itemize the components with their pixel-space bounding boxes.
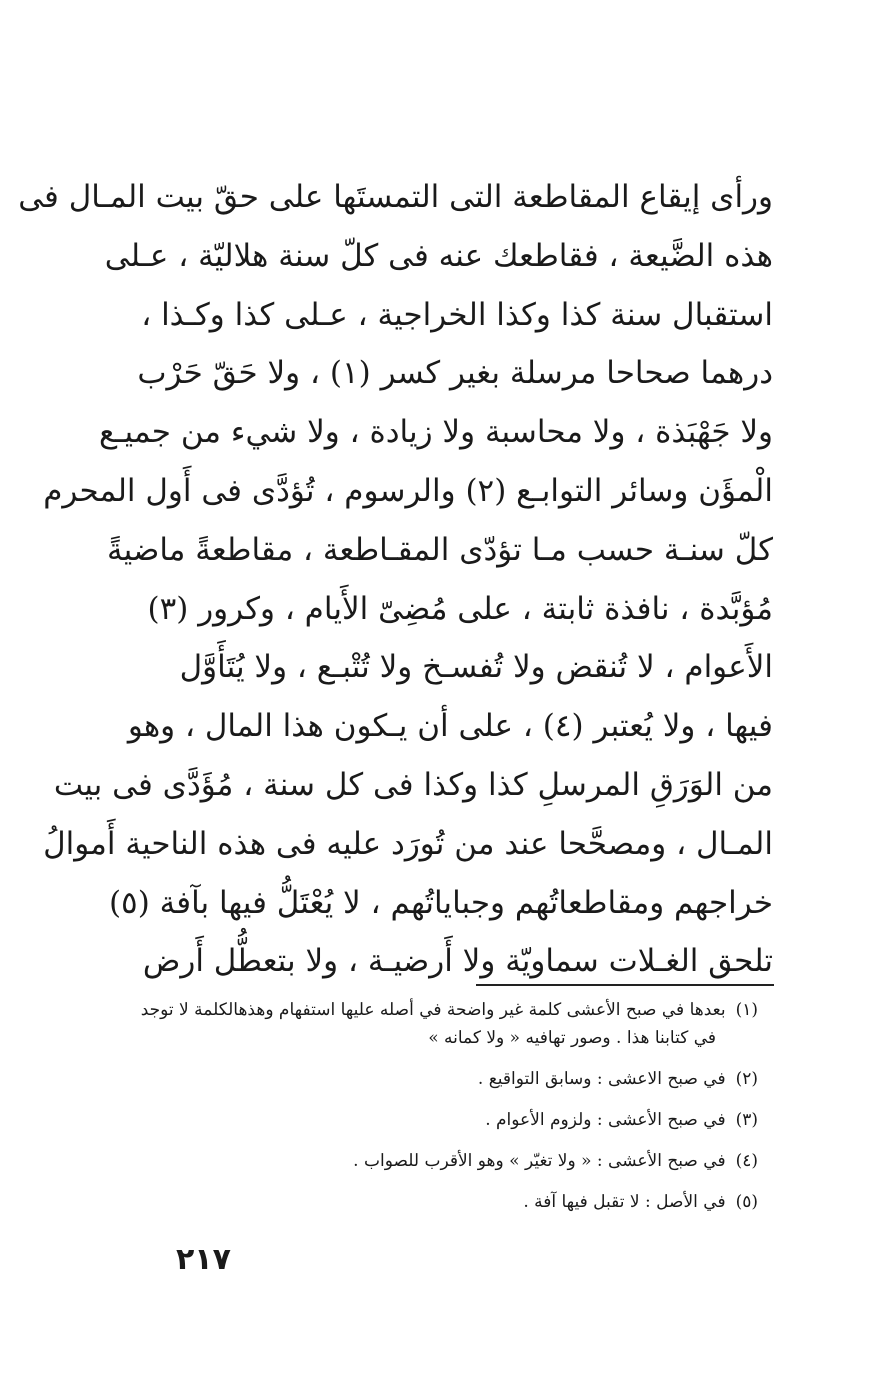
text-line: الْمؤَن وسائر التوابـع (٢) والرسوم ، تُؤدَّى فى أَول المحرم bbox=[43, 472, 773, 509]
footnote-number: (٣) bbox=[735, 1110, 758, 1130]
footnote-text: في صبح الاعشى : وسابق التواقيع . bbox=[477, 1069, 726, 1089]
text-line: الأَعوام ، لا تُنقض ولا تُفسـخ ولا تُتْبـع ، ولا يُتَأَوَّل bbox=[179, 649, 773, 686]
footnote-continuation: في كتابنا هذا . وصور تهافيه « ولا كمانه » bbox=[428, 1028, 716, 1048]
footnotes-block bbox=[108, 996, 758, 1229]
text-line: كلّ سنـة حسب مـا تؤدّى المقـاطعة ، مقاطعةً ماضيةً bbox=[107, 531, 773, 568]
text-line: تلحق الغـلات سماويّة ولا أَرضيـة ، ولا بتعطُّل أَرض bbox=[142, 943, 773, 980]
footnote-number: (٢) bbox=[735, 1069, 758, 1089]
text-line: فيها ، ولا يُعتبر (٤) ، على أن يـكون هذا المال ، وهو bbox=[127, 708, 773, 745]
text-line: درهما صحاحا مرسلة بغير كسر (١) ، ولا حَقّ حَرْب bbox=[137, 355, 773, 392]
footnote-3 bbox=[108, 1106, 758, 1134]
footnote-text: في الأصل : لا تقبل فيها آفة . bbox=[523, 1192, 726, 1212]
text-line: استقبال سنة كذا وكذا الخراجية ، عـلى كذا وكـذا ، bbox=[141, 296, 773, 333]
text-line: ولا جَهْبَذة ، ولا محاسبة ولا زيادة ، ولا شيء من جميـع bbox=[98, 414, 773, 451]
footnote-5 bbox=[108, 1188, 758, 1216]
footnote-2 bbox=[108, 1065, 758, 1093]
footnote-4 bbox=[108, 1147, 758, 1175]
footnote-text: في صبح الأعشى : ولزوم الأعوام . bbox=[485, 1110, 726, 1130]
footnote-number: (١) bbox=[735, 1000, 758, 1020]
text-line: المـال ، ومصحَّحا عند من تُورَد عليه فى هذه الناحية أَموالُ bbox=[43, 825, 773, 862]
footnote-number: (٥) bbox=[735, 1192, 758, 1212]
text-line: ورأى إيقاع المقاطعة التى التمستَها على حقّ بيت المـال فى bbox=[18, 179, 773, 215]
footnote-number: (٤) bbox=[735, 1151, 758, 1171]
footnote-text: بعدها في صبح الأعشى كلمة غير واضحة في أصله عليها استفهام وهذهالكلمة لا توجد bbox=[140, 1000, 726, 1020]
text-line: خراجهم ومقاطعاتُهم وجباياتُهم ، لا يُعْتَلُّ فيها بآفة (٥) bbox=[108, 884, 773, 921]
text-line: هذه الضَّيعة ، فقاطعك عنه فى كلّ سنة هلاليّة ، عـلى bbox=[104, 237, 773, 274]
footnote-separator bbox=[476, 984, 774, 986]
page-number: ٢١٧ bbox=[176, 1242, 231, 1277]
text-line: من الوَرَقِ المرسلِ كذا وكذا فى كل سنة ، مُؤَدَّى فى بيت bbox=[53, 766, 773, 803]
footnote-1 bbox=[108, 996, 758, 1052]
text-line: مُؤبَّدة ، نافذة ثابتة ، على مُضِىّ الأَيام ، وكرور (٣) bbox=[147, 590, 773, 627]
footnote-text: في صبح الأعشى : « ولا تغيّر » وهو الأقرب للصواب . bbox=[353, 1151, 726, 1171]
main-text-block bbox=[18, 168, 773, 991]
